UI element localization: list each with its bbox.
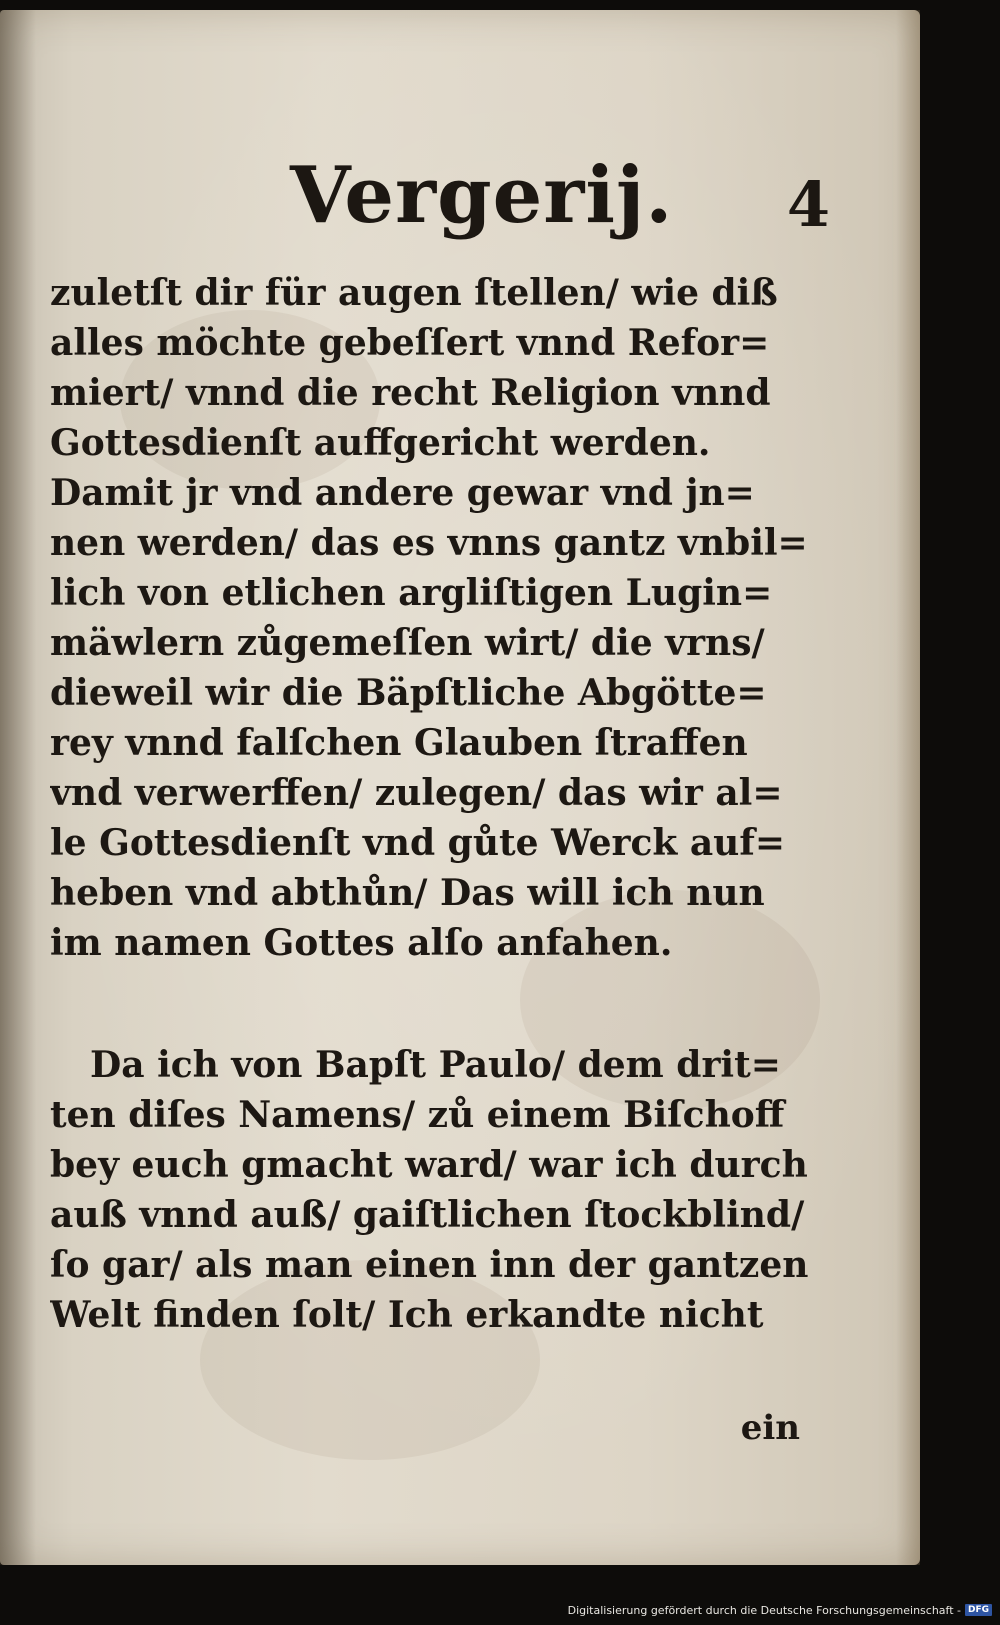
running-title: Vergerij. xyxy=(290,150,674,241)
paragraph-2 xyxy=(50,1040,810,1340)
page-number: 4 xyxy=(786,168,830,241)
text-line: mäwlern zůgemeſſen wirt/ die vrns/ xyxy=(50,622,765,664)
book-page xyxy=(0,10,920,1565)
text-line: vnd verwerffen/ zulegen/ das wir al= xyxy=(50,772,783,814)
text-line: Da ich von Bapſt Paulo/ dem drit= xyxy=(90,1044,781,1086)
text-line: ten diſes Namens/ zů einem Biſchoff xyxy=(50,1094,785,1136)
text-line: alles möchte gebeſſert vnnd Refor= xyxy=(50,322,770,364)
dfg-logo: DFG xyxy=(965,1604,992,1616)
paragraph-gap xyxy=(50,968,810,1040)
body-text xyxy=(50,268,810,1340)
text-line: im namen Gottes alſo anfahen. xyxy=(50,922,673,964)
text-line: nen werden/ das es vnns gantz vnbil= xyxy=(50,522,808,564)
text-line: lich von etlichen argliſtigen Lugin= xyxy=(50,572,773,614)
text-line: ſo gar/ als man einen inn der gantzen xyxy=(50,1244,809,1286)
text-line: zuletſt dir für augen ſtellen/ wie diß xyxy=(50,272,778,314)
text-line: Damit jr vnd andere gewar vnd jn= xyxy=(50,472,755,514)
text-line: Welt finden ſolt/ Ich erkandte nicht xyxy=(50,1294,764,1336)
text-line: heben vnd abthůn/ Das will ich nun xyxy=(50,872,765,914)
text-line: rey vnnd falſchen Glauben ſtraffen xyxy=(50,722,748,764)
page-header xyxy=(290,150,830,255)
catchword: ein xyxy=(740,1408,800,1448)
paragraph-1 xyxy=(50,268,810,968)
text-line: auß vnnd auß/ gaiſtlichen ſtockblind/ xyxy=(50,1194,805,1236)
text-line: miert/ vnnd die recht Religion vnnd xyxy=(50,372,771,414)
digitization-footer xyxy=(568,1601,992,1619)
text-line: Gottesdienſt auffgericht werden. xyxy=(50,422,711,464)
text-line: le Gottesdienſt vnd gůte Werck auf= xyxy=(50,822,785,864)
text-line: bey euch gmacht ward/ war ich durch xyxy=(50,1144,808,1186)
funding-credit: Digitalisierung gefördert durch die Deutsche Forschungsgemeinschaft - xyxy=(567,1603,961,1617)
text-line: dieweil wir die Bäpſtliche Abgötte= xyxy=(50,672,767,714)
